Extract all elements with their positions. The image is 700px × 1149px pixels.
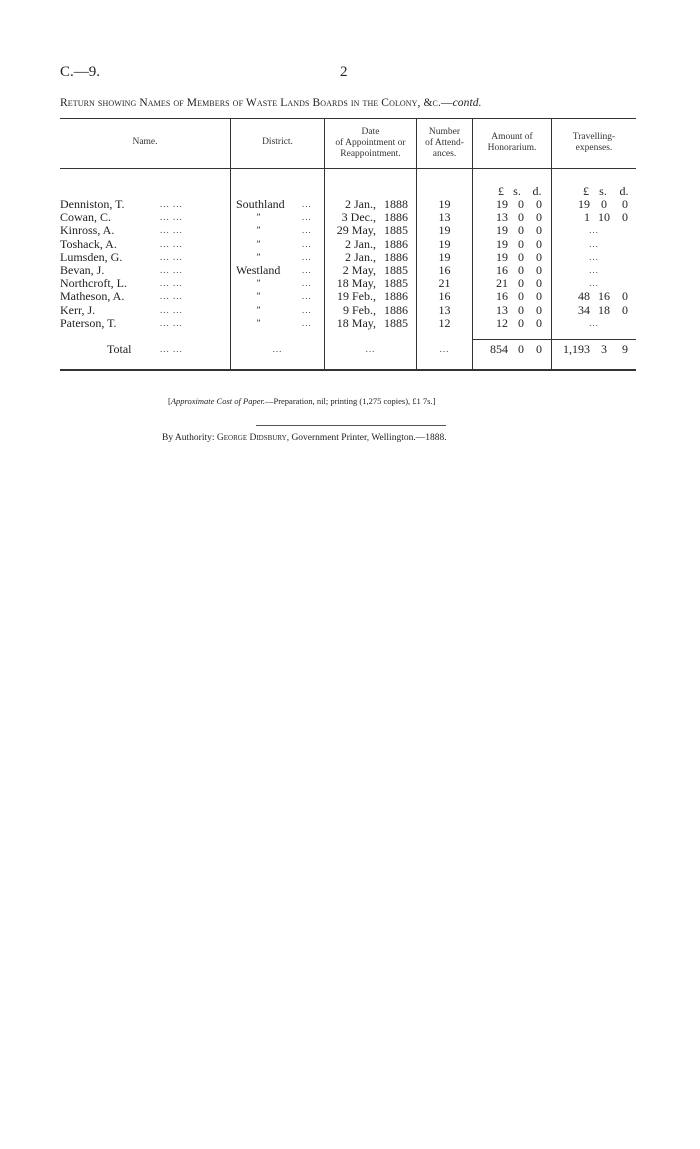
travelling-nil: ...	[589, 265, 599, 275]
honorarium-pence: 0	[536, 236, 542, 251]
honorarium-shillings: 0	[518, 197, 524, 211]
attendances: 12	[438, 315, 451, 330]
honorarium-pounds: 13	[496, 210, 508, 225]
district-leader-dots: ...	[302, 199, 312, 209]
honorarium-shillings: 0	[518, 236, 524, 251]
honorarium-pence: 0	[536, 276, 542, 291]
honorarium-shillings: 0	[518, 315, 524, 330]
total-label: Total	[107, 342, 132, 356]
table-title	[60, 97, 640, 109]
col-divider-4	[472, 118, 473, 369]
total-date: ...	[365, 344, 376, 354]
appointment-year: 1885	[384, 276, 408, 291]
title-prefix: Return	[60, 97, 95, 109]
title-text: showing Names of Members of Waste Lands Boards in the Colony, &c.—	[97, 97, 453, 109]
document-reference: C.—9.	[60, 64, 101, 80]
appointment-day: 18 May,	[336, 315, 376, 330]
name-leader-dots: ... ...	[160, 304, 183, 315]
member-name: Lumsden, G.	[60, 249, 123, 264]
col-header-travelling: Travelling- expenses.	[572, 132, 616, 153]
honorarium-shillings: 0	[518, 210, 524, 225]
member-name: Bevan, J.	[60, 263, 105, 277]
honorarium-pounds: 12	[496, 315, 508, 330]
district-leader-dots: ...	[302, 278, 312, 289]
travelling-pounds: 48	[578, 289, 590, 304]
travelling-nil: ...	[589, 317, 599, 328]
attendances: 13	[438, 302, 451, 317]
district-leader-dots: ...	[302, 291, 312, 302]
appointment-year: 1885	[384, 223, 408, 238]
honorarium-pounds: 21	[496, 276, 508, 291]
honorarium-pence: 0	[536, 302, 542, 317]
member-name: Paterson, T.	[60, 315, 117, 330]
district-leader-dots: ...	[302, 251, 312, 262]
total-hon-pence: 0	[536, 342, 542, 356]
appointment-day: 2 Jan.,	[345, 249, 376, 264]
travelling-shillings: 10	[598, 210, 610, 225]
authority-rule	[256, 425, 446, 426]
member-name: Toshack, A.	[60, 236, 117, 251]
appointment-year: 1886	[384, 249, 408, 264]
travelling-nil: ...	[589, 278, 599, 289]
member-name: Northcroft, L.	[60, 276, 127, 291]
travelling-pence: 0	[622, 197, 628, 211]
total-hon-pounds: 854	[490, 342, 508, 356]
total-rule	[472, 339, 636, 340]
total-attendances: ...	[439, 344, 450, 354]
attendances: 19	[438, 249, 451, 264]
footnote-italic: Approximate Cost of Paper.	[170, 396, 265, 406]
travelling-pence: 0	[622, 210, 628, 225]
honorarium-pence: 0	[536, 263, 542, 277]
total-trav-pence: 9	[622, 342, 628, 356]
district-leader-dots: ...	[302, 265, 312, 275]
attendances: 19	[438, 236, 451, 251]
honorarium-shillings: 0	[518, 302, 524, 317]
honorarium-pence: 0	[536, 249, 542, 264]
travelling-shillings: 16	[598, 289, 610, 304]
district: Westland	[236, 263, 281, 277]
printer-authority: By Authority: George Didsbury, Government Printer, Wellington.—1888.	[162, 433, 447, 443]
appointment-day: 2 May,	[342, 263, 376, 277]
district: ”	[255, 291, 261, 302]
district: ”	[255, 238, 261, 249]
honorarium-shillings: 0	[518, 223, 524, 238]
name-leader-dots: ... ...	[160, 251, 183, 262]
district: ”	[255, 251, 261, 262]
district-leader-dots: ...	[302, 225, 312, 236]
appointment-year: 1886	[384, 236, 408, 251]
travelling-nil: ...	[589, 225, 599, 236]
district: ”	[255, 317, 261, 328]
travelling-shillings: 18	[598, 302, 610, 317]
total-trav-shillings: 3	[601, 342, 607, 356]
col-header-date: Date of Appointment or Reappointment.	[335, 127, 406, 159]
appointment-day: 19 Feb.,	[337, 289, 376, 304]
travelling-pence: 0	[622, 302, 628, 317]
attendances: 19	[438, 197, 451, 211]
member-name: Kerr, J.	[60, 302, 96, 317]
travelling-shillings: 0	[601, 197, 607, 211]
unit-hon-pound: £	[498, 184, 504, 198]
col-header-honorarium: Amount of Honorarium.	[487, 132, 537, 153]
honorarium-shillings: 0	[518, 276, 524, 291]
unit-trav-pence: d.	[619, 184, 629, 198]
travelling-nil: ...	[589, 251, 599, 262]
district: ”	[255, 304, 261, 315]
total-district: ...	[272, 344, 283, 354]
attendances: 16	[438, 263, 451, 277]
honorarium-pounds: 16	[496, 289, 508, 304]
honorarium-pounds: 19	[496, 249, 508, 264]
appointment-year: 1886	[384, 302, 408, 317]
table-top-rule	[60, 118, 636, 119]
honorarium-pounds: 13	[496, 302, 508, 317]
member-name: Kinross, A.	[60, 223, 115, 238]
member-name: Matheson, A.	[60, 289, 125, 304]
cost-footnote: [Approximate Cost of Paper.—Preparation, nil; printing (1,275 copies), £1 7s.]	[168, 396, 436, 406]
district: Southland	[236, 197, 285, 211]
district: ”	[255, 278, 261, 289]
honorarium-pounds: 19	[496, 197, 508, 211]
travelling-pounds: 19	[578, 197, 590, 211]
appointment-year: 1886	[384, 289, 408, 304]
honorarium-shillings: 0	[518, 289, 524, 304]
title-contd: contd.	[452, 97, 482, 109]
attendances: 13	[438, 210, 451, 225]
member-name: Cowan, C.	[60, 210, 111, 225]
unit-trav-shilling: s.	[599, 184, 607, 198]
footnote-text: —Preparation, nil; printing (1,275 copies), £1 7s.	[264, 396, 433, 406]
appointment-year: 1885	[384, 315, 408, 330]
district-leader-dots: ...	[302, 212, 312, 223]
name-leader-dots: ... ...	[160, 225, 183, 236]
name-leader-dots: ... ...	[160, 317, 183, 328]
name-leader-dots: ... ...	[160, 199, 183, 209]
appointment-day: 3 Dec.,	[341, 210, 376, 225]
unit-hon-pence: d.	[532, 184, 542, 198]
table-bottom-rule	[60, 369, 636, 371]
appointment-year: 1885	[384, 263, 408, 277]
attendances: 19	[438, 223, 451, 238]
honorarium-pounds: 19	[496, 223, 508, 238]
col-header-attendances: Number of Attend- ances.	[425, 127, 464, 159]
appointment-day: 9 Feb.,	[343, 302, 376, 317]
travelling-pounds: 1	[584, 210, 590, 225]
appointment-day: 2 Jan.,	[345, 197, 376, 211]
attendances: 16	[438, 289, 451, 304]
appointment-day: 2 Jan.,	[345, 236, 376, 251]
col-header-district: District.	[262, 137, 293, 147]
appointment-day: 29 May,	[336, 223, 376, 238]
honorarium-pence: 0	[536, 197, 542, 211]
appointment-day: 18 May,	[336, 276, 376, 291]
unit-hon-shilling: s.	[513, 184, 521, 198]
travelling-nil: ...	[589, 238, 599, 249]
district-leader-dots: ...	[302, 238, 312, 249]
col-header-name: Name.	[132, 137, 158, 147]
district: ”	[255, 225, 261, 236]
name-leader-dots: ... ...	[160, 238, 183, 249]
honorarium-shillings: 0	[518, 263, 524, 277]
travelling-pence: 0	[622, 289, 628, 304]
honorarium-pounds: 16	[496, 263, 508, 277]
attendances: 21	[438, 276, 451, 291]
page-number: 2	[340, 64, 348, 80]
honorarium-shillings: 0	[518, 249, 524, 264]
unit-trav-pound: £	[583, 184, 589, 198]
name-leader-dots: ... ...	[160, 212, 183, 223]
total-name-dots: ... ...	[160, 344, 183, 354]
honorarium-pence: 0	[536, 223, 542, 238]
name-leader-dots: ... ...	[160, 265, 183, 275]
honorarium-pounds: 19	[496, 236, 508, 251]
header-bottom-rule	[60, 168, 636, 169]
name-leader-dots: ... ...	[160, 291, 183, 302]
honorarium-pence: 0	[536, 315, 542, 330]
district-leader-dots: ...	[302, 317, 312, 328]
travelling-pounds: 34	[578, 302, 590, 317]
total-trav-pounds: 1,193	[563, 342, 590, 356]
honorarium-pence: 0	[536, 289, 542, 304]
name-leader-dots: ... ...	[160, 278, 183, 289]
district-leader-dots: ...	[302, 304, 312, 315]
total-hon-shillings: 0	[518, 342, 524, 356]
appointment-year: 1888	[384, 197, 408, 211]
col-divider-1	[230, 118, 231, 369]
honorarium-pence: 0	[536, 210, 542, 225]
appointment-year: 1886	[384, 210, 408, 225]
district: ”	[255, 212, 261, 223]
member-name: Denniston, T.	[60, 197, 125, 211]
